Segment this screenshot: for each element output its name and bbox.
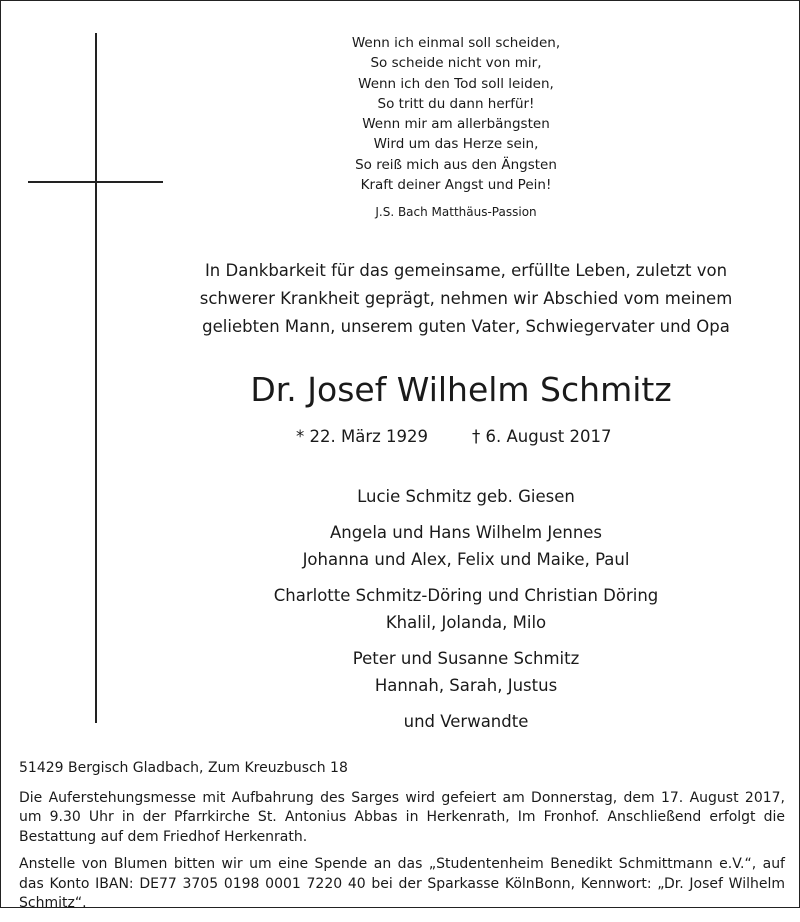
mourner-group xyxy=(151,483,781,511)
intro-text xyxy=(141,257,791,341)
mourner-line: Lucie Schmitz geb. Giesen xyxy=(357,487,575,506)
poem-line: So tritt du dann herfür! xyxy=(377,95,535,112)
cross-horizontal-bar xyxy=(28,181,163,183)
intro-line: In Dankbarkeit für das gemeinsame, erfüllte Leben, zuletzt von xyxy=(204,261,728,280)
mourner-group xyxy=(151,519,781,574)
poem-line: So reiß mich aus den Ängsten xyxy=(355,156,557,173)
poem-line: So scheide nicht von mir, xyxy=(370,55,542,72)
birth-date: * 22. März 1929 xyxy=(296,427,429,446)
poem xyxy=(291,33,621,219)
mourner-line: Peter und Susanne Schmitz xyxy=(352,648,580,668)
service-details: Die Auferstehungsmesse mit Aufbahrung des Sarges wird gefeiert am Donnerstag, dem 17. August 2017, um 9.30 Uhr in der Pfarrkirche St. Antonius Abbas in Herkenrath, Im Fronhof. Anschließend erfolgt die Bestattung auf dem Friedhof Herkenrath. xyxy=(19,789,785,845)
poem-line: Wird um das Herze sein, xyxy=(373,136,539,153)
mourner-group xyxy=(151,582,781,637)
mourner-group xyxy=(151,645,781,700)
intro-line: schwerer Krankheit geprägt, nehmen wir Abschied vom meinem xyxy=(199,289,733,308)
mourner-group xyxy=(151,708,781,736)
mourner-line: und Verwandte xyxy=(403,711,529,731)
death-date: † 6. August 2017 xyxy=(472,427,612,446)
donation-request: Anstelle von Blumen bitten wir um eine Spende an das „Studentenheim Benedikt Schmittmann e.V.“, auf das Konto IBAN: DE77 3705 0198 0001 7220 40 bei der Sparkasse KölnBonn, Kennwort: „Dr. Josef Wilhelm Schmitz“. xyxy=(19,856,785,911)
deceased-name: Dr. Josef Wilhelm Schmitz xyxy=(250,370,672,409)
mourner-line: Khalil, Jolanda, Milo xyxy=(385,613,547,632)
poem-source: J.S. Bach Matthäus-Passion xyxy=(375,205,537,220)
mourner-line: Hannah, Sarah, Justus xyxy=(374,676,558,695)
family-address: 51429 Bergisch Gladbach, Zum Kreuzbusch 18 xyxy=(19,760,348,776)
intro-line: geliebten Mann, unserem guten Vater, Schwiegervater und Opa xyxy=(202,317,730,336)
poem-line: Wenn ich einmal soll scheiden, xyxy=(351,35,561,51)
mourner-line: Johanna und Alex, Felix und Maike, Paul xyxy=(302,550,630,569)
mourner-line: Angela und Hans Wilhelm Jennes xyxy=(329,522,603,542)
life-dates xyxy=(296,425,611,449)
poem-line: Kraft deiner Angst und Pein! xyxy=(360,177,552,194)
mourner-line: Charlotte Schmitz-Döring und Christian Döring xyxy=(273,585,659,605)
cross-vertical-bar xyxy=(95,33,97,723)
mourners-list xyxy=(151,483,781,743)
poem-line: Wenn ich den Tod soll leiden, xyxy=(358,75,554,92)
footer-info xyxy=(19,759,785,922)
poem-line: Wenn mir am allerbängsten xyxy=(362,116,550,133)
